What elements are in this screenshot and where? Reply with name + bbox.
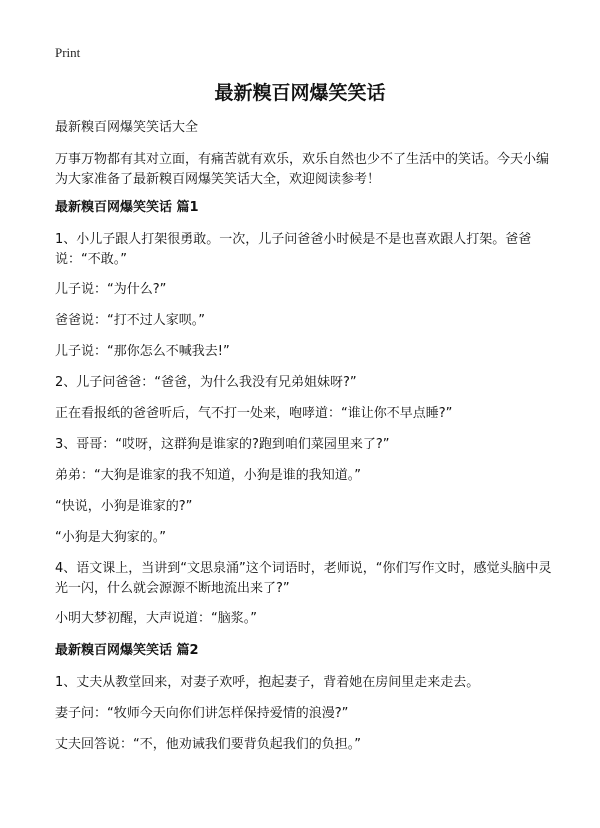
paragraph: 儿子说：“为什么?” <box>55 282 167 297</box>
paragraph: 爸爸说：“打不过人家呗。” <box>55 313 205 328</box>
paragraph: 儿子说：“那你怎么不喊我去!” <box>55 344 230 359</box>
intro-paragraph: 万事万物都有其对立面，有痛苦就有欢乐，欢乐自然也少不了生活中的笑话。今天小编为大家准备了最新糗百网爆笑笑话大全，欢迎阅读参考！ <box>55 152 550 187</box>
paragraph: “小狗是大狗家的。” <box>55 530 166 545</box>
paragraph: 正在看报纸的爸爸听后，气不打一处来，咆哮道：“谁让你不早点睡?” <box>55 406 453 421</box>
paragraph: 弟弟：“大狗是谁家的我不知道，小狗是谁的我知道。” <box>55 468 361 483</box>
page-title: 最新糗百网爆笑笑话 <box>214 82 386 104</box>
paragraph: 3、哥哥：“哎呀，这群狗是谁家的?跑到咱们菜园里来了?” <box>55 437 390 452</box>
paragraph: 1、丈夫从教堂回来，对妻子欢呼，抱起妻子，背着她在房间里走来走去。 <box>55 675 480 690</box>
paragraph: 4、语文课上，当讲到“文思泉涌”这个词语时，老师说，“你们写作文时，感觉头脑中灵光一闪，什么就会源源不断地流出来了?” <box>55 561 552 596</box>
paragraph: 2、儿子问爸爸：“爸爸，为什么我没有兄弟姐妹呀?” <box>55 375 357 390</box>
subtitle: 最新糗百网爆笑笑话大全 <box>55 120 199 135</box>
print-label: Print <box>55 45 81 60</box>
paragraph: “快说，小狗是谁家的?” <box>55 499 193 514</box>
paragraph: 小明大梦初醒，大声说道：“脑浆。” <box>55 611 257 626</box>
paragraph: 丈夫回答说：“不，他劝诫我们要背负起我们的负担。” <box>55 737 361 752</box>
section-heading-2: 最新糗百网爆笑笑话 篇2 <box>55 643 199 658</box>
paragraph: 妻子问：“牧师今天向你们讲怎样保持爱情的浪漫?” <box>55 706 349 721</box>
paragraph: 1、小儿子跟人打架很勇敢。一次，儿子问爸爸小时候是不是也喜欢跟人打架。爸爸说：“不敢。” <box>55 232 532 267</box>
section-heading-1: 最新糗百网爆笑笑话 篇1 <box>55 200 199 215</box>
